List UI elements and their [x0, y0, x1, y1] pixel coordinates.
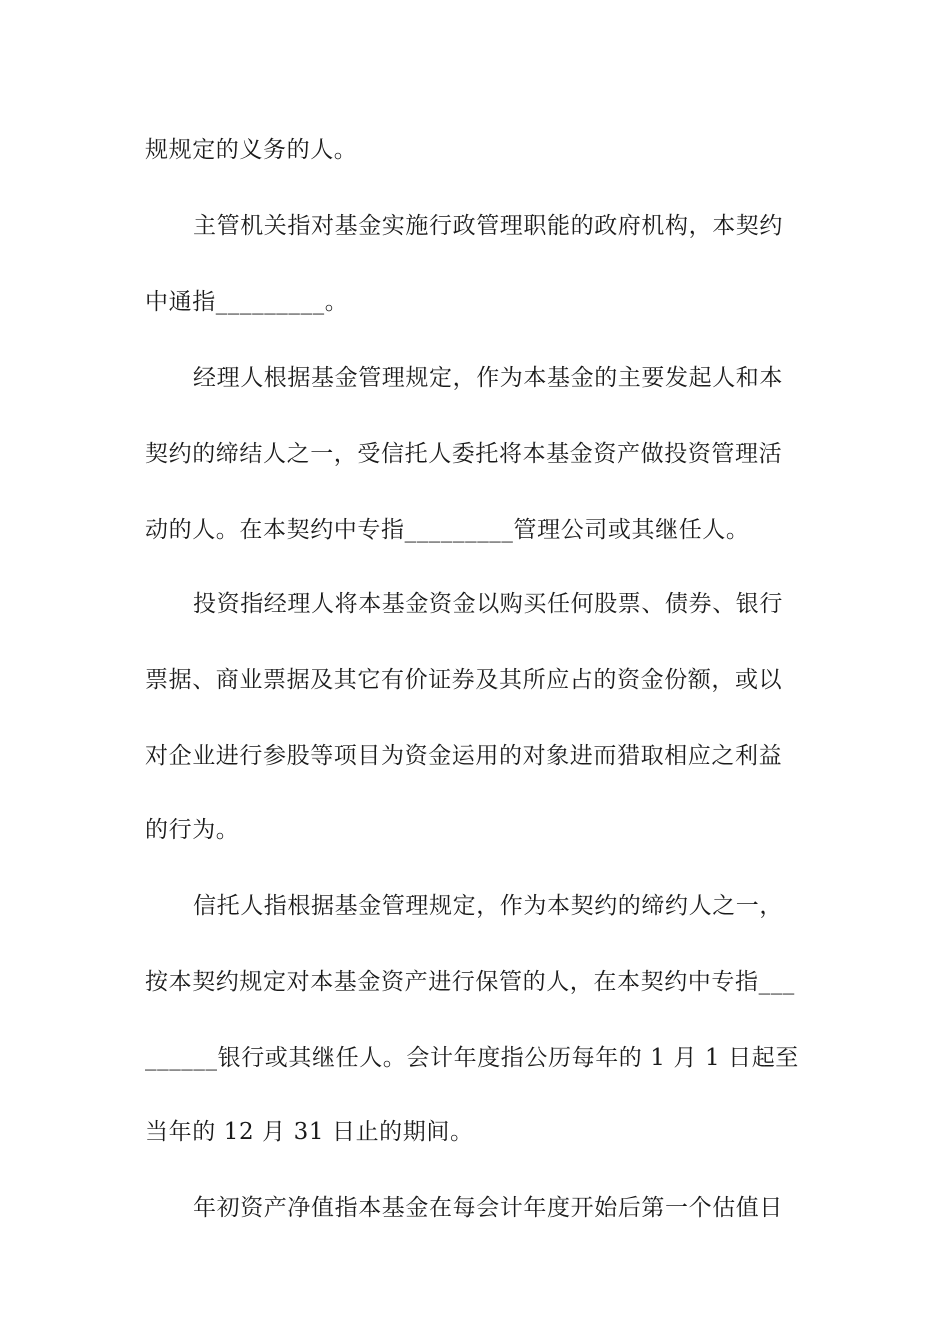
text-line: 动的人。在本契约中专指_________管理公司或其继任人。 [145, 517, 750, 543]
paragraph-start-line: 投资指经理人将本基金资金以购买任何股票、债券、银行 [193, 591, 783, 617]
paragraph-start-line: 年初资产净值指本基金在每会计年度开始后第一个估值日 [193, 1195, 783, 1221]
text-line: 契约的缔结人之一，受信托人委托将本基金资产做投资管理活 [145, 441, 783, 467]
text-line: ______银行或其继任人。会计年度指公历每年的 1 月 1 日起至 [145, 1045, 799, 1071]
text-line: 中通指_________。 [145, 289, 349, 315]
text-line: 对企业进行参股等项目为资金运用的对象进而猎取相应之利益 [145, 743, 783, 769]
text-line: 按本契约规定对本基金资产进行保管的人，在本契约中专指___ [145, 969, 795, 995]
text-line: 票据、商业票据及其它有价证券及其所应占的资金份额，或以 [145, 667, 783, 693]
paragraph-start-line: 经理人根据基金管理规定，作为本基金的主要发起人和本 [193, 365, 783, 391]
text-line: 当年的 12 月 31 日止的期间。 [145, 1119, 474, 1145]
paragraph-start-line: 主管机关指对基金实施行政管理职能的政府机构，本契约 [193, 213, 783, 239]
text-line: 的行为。 [145, 817, 240, 843]
text-line: 规规定的义务的人。 [145, 137, 358, 163]
paragraph-start-line: 信托人指根据基金管理规定，作为本契约的缔约人之一， [193, 893, 783, 919]
